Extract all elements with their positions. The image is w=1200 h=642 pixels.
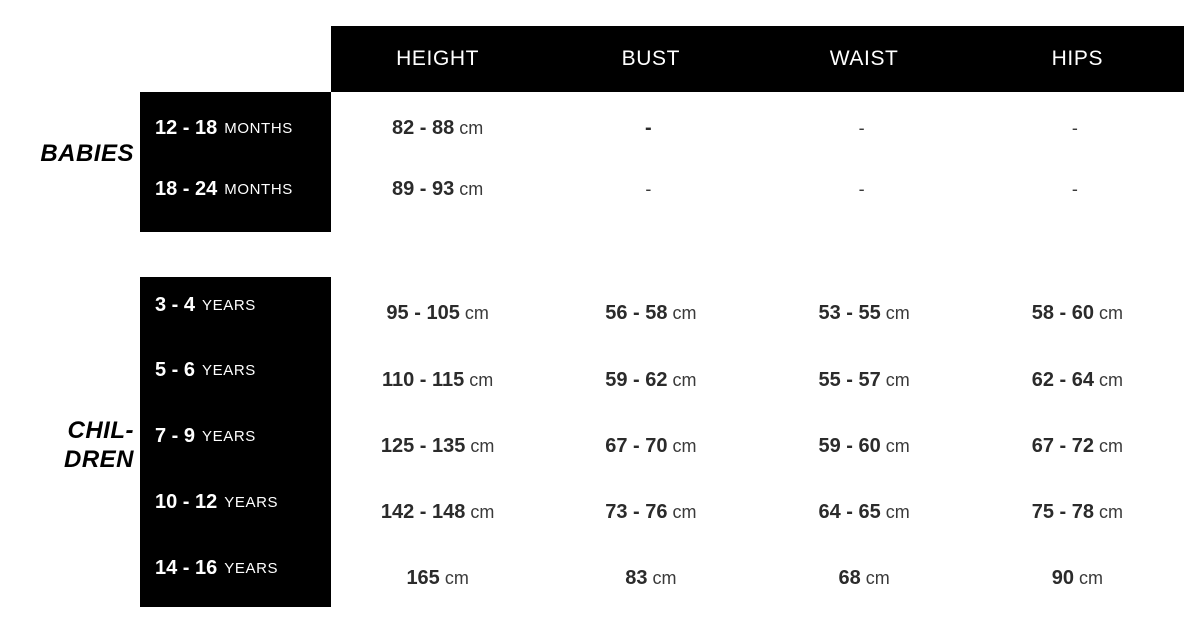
cell-hips xyxy=(971,435,1184,458)
cell-value: 62 - 64 xyxy=(1031,368,1094,391)
size-label-18-24-months xyxy=(140,163,331,215)
size-range: 12 - 18 xyxy=(155,116,218,139)
cell-value: 83 xyxy=(625,566,648,589)
cell-hips xyxy=(971,302,1184,325)
cell-unit: cm xyxy=(672,435,697,456)
cell-waist xyxy=(758,567,971,590)
cell-value: - xyxy=(645,116,652,139)
cell-unit: cm xyxy=(459,117,484,138)
cell-unit: cm xyxy=(469,369,494,390)
column-header-waist: WAIST xyxy=(829,47,899,70)
cell-value: 125 - 135 xyxy=(380,434,466,457)
cell-unit: cm xyxy=(885,302,910,323)
cell-value: 89 - 93 xyxy=(391,177,455,200)
cell-waist xyxy=(758,118,971,139)
cell-value: 73 - 76 xyxy=(605,500,668,523)
cell-unit: cm xyxy=(470,501,495,522)
cell-unit: cm xyxy=(672,369,697,390)
size-label-3-4-years xyxy=(140,282,331,328)
cell-value: 67 - 72 xyxy=(1031,434,1094,457)
table-row xyxy=(331,163,1184,215)
cell-unit: cm xyxy=(464,302,489,323)
cell-waist xyxy=(758,302,971,325)
size-label-5-6-years xyxy=(140,347,331,393)
cell-height xyxy=(331,302,544,325)
size-label-10-12-years xyxy=(140,479,331,525)
cell-unit: cm xyxy=(1079,567,1103,588)
group-title-babies xyxy=(4,140,134,169)
table-row xyxy=(331,489,1184,535)
cell-bust xyxy=(544,369,757,392)
column-header-bust: BUST xyxy=(621,47,681,70)
size-unit: MONTHS xyxy=(224,119,293,137)
cell-value: 58 - 60 xyxy=(1031,301,1094,324)
cell-height xyxy=(331,501,544,524)
cell-height xyxy=(331,369,544,392)
size-range: 18 - 24 xyxy=(155,177,218,200)
table-row xyxy=(331,357,1184,403)
cell-value: - xyxy=(645,178,652,199)
cell-height xyxy=(331,567,544,590)
size-unit: YEARS xyxy=(224,493,279,511)
size-label-14-16-years xyxy=(140,545,331,591)
cell-height xyxy=(331,178,544,201)
cell-value: 95 - 105 xyxy=(386,301,460,324)
table-row xyxy=(331,423,1184,469)
cell-unit: cm xyxy=(865,567,890,588)
cell-waist xyxy=(758,501,971,524)
cell-unit: cm xyxy=(885,369,910,390)
size-unit: YEARS xyxy=(202,296,256,314)
cell-bust xyxy=(544,567,757,590)
cell-bust xyxy=(544,179,757,200)
cell-unit: cm xyxy=(1099,302,1123,323)
size-unit: MONTHS xyxy=(224,180,293,198)
cell-hips xyxy=(971,369,1184,392)
cell-bust xyxy=(544,117,757,140)
table-row xyxy=(331,555,1184,601)
cell-value: 64 - 65 xyxy=(818,500,881,523)
cell-value: 59 - 60 xyxy=(818,434,881,457)
size-range: 5 - 6 xyxy=(155,358,196,381)
cell-unit: cm xyxy=(672,302,697,323)
cell-unit: cm xyxy=(1099,435,1123,456)
cell-unit: cm xyxy=(652,567,677,588)
cell-value: - xyxy=(858,178,865,199)
column-header-height: HEIGHT xyxy=(396,47,480,70)
size-label-12-18-months xyxy=(140,102,331,154)
cell-bust xyxy=(544,302,757,325)
cell-value: 68 xyxy=(838,566,861,589)
cell-unit: cm xyxy=(1099,369,1123,390)
size-unit: YEARS xyxy=(202,361,256,379)
size-unit: YEARS xyxy=(202,427,256,445)
cell-height xyxy=(331,435,544,458)
cell-value: 82 - 88 xyxy=(391,116,455,139)
cell-value: 165 xyxy=(406,566,440,589)
cell-unit: cm xyxy=(459,178,484,199)
group-title-children xyxy=(4,417,134,475)
cell-bust xyxy=(544,501,757,524)
cell-hips xyxy=(971,118,1184,139)
table-row xyxy=(331,102,1184,154)
size-label-7-9-years xyxy=(140,413,331,459)
cell-value: 110 - 115 xyxy=(381,368,465,391)
cell-value: 55 - 57 xyxy=(818,368,881,391)
cell-value: 90 xyxy=(1051,566,1074,589)
table-row xyxy=(331,290,1184,336)
group-title-children-line-1: CHIL- xyxy=(67,417,134,444)
cell-unit: cm xyxy=(885,501,910,522)
cell-hips xyxy=(971,501,1184,524)
group-title-children-line-2: DREN xyxy=(63,445,134,473)
cell-hips xyxy=(971,567,1184,590)
cell-value: 59 - 62 xyxy=(605,368,668,391)
cell-waist xyxy=(758,179,971,200)
size-range: 7 - 9 xyxy=(155,424,196,447)
cell-unit: cm xyxy=(885,435,910,456)
column-header-hips: HIPS xyxy=(1051,47,1104,70)
cell-value: 53 - 55 xyxy=(818,301,881,324)
cell-unit: cm xyxy=(444,567,469,588)
cell-value: - xyxy=(1071,178,1078,199)
cell-value: - xyxy=(858,117,865,138)
size-unit: YEARS xyxy=(224,559,279,577)
cell-bust xyxy=(544,435,757,458)
cell-value: 56 - 58 xyxy=(605,301,668,324)
size-range: 3 - 4 xyxy=(155,293,196,316)
cell-unit: cm xyxy=(470,435,495,456)
cell-waist xyxy=(758,435,971,458)
cell-value: - xyxy=(1071,117,1078,138)
cell-unit: cm xyxy=(672,501,697,522)
cell-value: 67 - 70 xyxy=(605,434,668,457)
size-range: 10 - 12 xyxy=(155,490,218,513)
cell-waist xyxy=(758,369,971,392)
cell-unit: cm xyxy=(1099,501,1123,522)
cell-hips xyxy=(971,179,1184,200)
cell-height xyxy=(331,117,544,140)
size-range: 14 - 16 xyxy=(155,556,218,579)
cell-value: 142 - 148 xyxy=(380,500,466,523)
group-title-babies-line-1: BABIES xyxy=(40,140,134,167)
table-header-row xyxy=(331,26,1184,92)
cell-value: 75 - 78 xyxy=(1031,500,1094,523)
